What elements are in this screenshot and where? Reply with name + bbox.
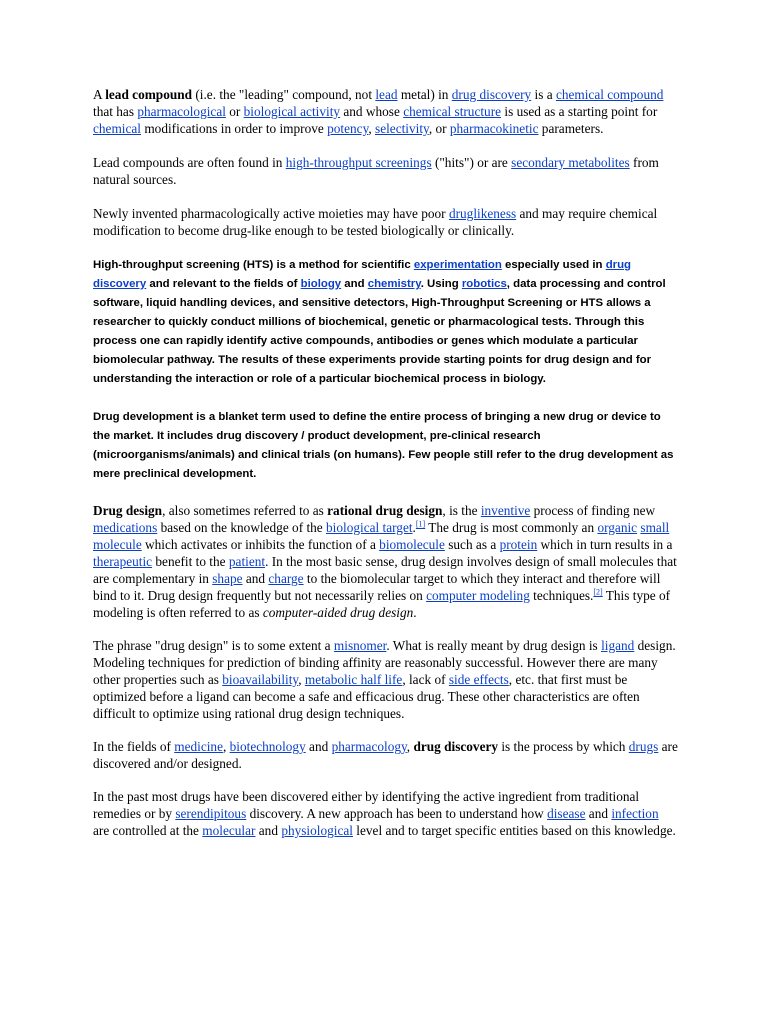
text: are controlled at the xyxy=(93,823,203,838)
text: Newly invented pharmacologically active moieties may have poor xyxy=(93,206,449,221)
link-potency[interactable]: potency xyxy=(327,121,369,136)
text: The drug is most commonly an xyxy=(425,520,598,535)
text: , also sometimes referred to as xyxy=(162,503,328,518)
text: , lack of xyxy=(402,672,449,687)
link-medicine[interactable]: medicine xyxy=(174,739,223,754)
bold-term: Drug design xyxy=(93,503,163,518)
text: level and to target specific entities based on this knowledge. xyxy=(352,823,676,838)
text: , is the xyxy=(442,503,481,518)
link-lead[interactable]: lead xyxy=(375,87,398,102)
text: discovery. A new approach has been to understand how xyxy=(246,806,548,821)
text: High-throughput screening (HTS) is a method for scientific xyxy=(93,259,414,271)
link-therapeutic[interactable]: therapeutic xyxy=(93,554,153,569)
link-pharmacological[interactable]: pharmacological xyxy=(137,104,226,119)
link-selectivity[interactable]: selectivity xyxy=(375,121,429,136)
link-drug-discovery[interactable]: drug discovery xyxy=(93,259,631,290)
text: is used as a starting point for xyxy=(501,104,658,119)
text: are discovered and/or designed. xyxy=(93,739,678,771)
text: , xyxy=(298,672,305,687)
text: and xyxy=(242,571,269,586)
text: parameters. xyxy=(538,121,604,136)
text: and whose xyxy=(340,104,404,119)
link-high-throughput-screenings[interactable]: high-throughput screenings xyxy=(285,155,432,170)
text: is the process by which xyxy=(498,739,629,754)
bold-term: lead compound xyxy=(105,87,193,102)
link-patient[interactable]: patient xyxy=(228,554,266,569)
text: and xyxy=(585,806,612,821)
link-biology[interactable]: biology xyxy=(300,278,342,290)
text: The phrase "drug design" is to some extent a xyxy=(93,638,334,653)
text: A xyxy=(93,87,106,102)
link-inventive[interactable]: inventive xyxy=(480,503,531,518)
text: This type of modeling is often referred to as xyxy=(93,588,671,620)
citation-link-1[interactable]: [1] xyxy=(415,519,426,529)
text: Lead compounds are often found in xyxy=(93,155,286,170)
text: , data processing and control software, liquid handling devices, and sensitive detectors, High-Throughput Screening or HTS allows a researcher to quickly conduct millions of biochemical, genetic or pharmacological tests. Through this process one can rapidly identify active compounds, antibodies or genes which modulate a particular biomolecular pathway. The results of these experiments provide starting points for drug design and for understanding the interaction or role of a particular biochemical process in biology. xyxy=(93,278,666,385)
link-robotics[interactable]: robotics xyxy=(461,278,507,290)
text: In the past most drugs have been discovered either by identifying the active ingredient from traditional remedies or by xyxy=(93,789,640,821)
text: design. Modeling techniques for prediction of binding affinity are reasonably successful. However there are many other properties such as xyxy=(93,638,676,687)
text: In the fields of xyxy=(93,739,175,754)
text: which in turn results in a xyxy=(537,537,673,552)
link-infection[interactable]: infection xyxy=(611,806,659,821)
text: metal) in xyxy=(397,87,452,102)
paragraph-drug-design xyxy=(93,502,678,621)
text: which activates or inhibits the function of a xyxy=(141,537,380,552)
paragraph-lead-sources xyxy=(93,154,678,188)
link-experimentation[interactable]: experimentation xyxy=(413,259,502,271)
link-charge[interactable]: charge xyxy=(268,571,304,586)
link-shape[interactable]: shape xyxy=(212,571,243,586)
bold-term: rational drug design xyxy=(327,503,443,518)
text: , xyxy=(406,739,414,754)
link-disease[interactable]: disease xyxy=(547,806,586,821)
text: . In the most basic sense, drug design involves design of small molecules that are complementary in xyxy=(93,554,677,586)
text: modifications in order to improve xyxy=(141,121,328,136)
text: benefit to the xyxy=(152,554,229,569)
link-biomolecule[interactable]: biomolecule xyxy=(379,537,445,552)
link-biological-activity[interactable]: biological activity xyxy=(243,104,341,119)
italic-term: computer-aided drug design xyxy=(262,605,414,620)
text: , xyxy=(222,739,230,754)
text: or xyxy=(225,104,244,119)
text: (i.e. the "leading" compound, not xyxy=(192,87,376,102)
paragraph-druglikeness xyxy=(93,205,678,239)
link-chemical-compound[interactable]: chemical compound xyxy=(555,87,664,102)
link-organic[interactable]: organic xyxy=(597,520,638,535)
link-small-molecule[interactable]: small molecule xyxy=(93,520,670,552)
text: and xyxy=(255,823,282,838)
link-secondary-metabolites[interactable]: secondary metabolites xyxy=(511,155,630,170)
text: . xyxy=(413,605,417,620)
text: and xyxy=(341,278,368,290)
text: based on the knowledge of the xyxy=(157,520,327,535)
text: Drug development is a blanket term used to define the entire process of bringing a new drug or device to the market. It includes drug discovery / product development, pre-clinical research (microorganisms/animals) and clinical trials (on humans). Few people still refer to the drug development as mere preclinical development. xyxy=(93,411,674,480)
link-ligand[interactable]: ligand xyxy=(601,638,635,653)
text: and may require chemical modification to become drug-like enough to be tested biologically or clinically. xyxy=(93,206,658,238)
text: ("hits") or are xyxy=(431,155,512,170)
link-pharmacology[interactable]: pharmacology xyxy=(331,739,407,754)
link-protein[interactable]: protein xyxy=(499,537,538,552)
link-metabolic-half-life[interactable]: metabolic half life xyxy=(304,672,403,687)
text: is a xyxy=(531,87,556,102)
link-druglikeness[interactable]: druglikeness xyxy=(448,206,517,221)
link-chemistry[interactable]: chemistry xyxy=(367,278,421,290)
text: , etc. that first must be optimized before a ligand can become a safe and efficacious drug. These other characteristics are often difficult to optimize using rational drug design techniques. xyxy=(93,672,640,721)
link-biotechnology[interactable]: biotechnology xyxy=(229,739,306,754)
link-side-effects[interactable]: side effects xyxy=(448,672,509,687)
link-misnomer[interactable]: misnomer xyxy=(333,638,387,653)
bold-term: drug discovery xyxy=(413,739,499,754)
link-medications[interactable]: medications xyxy=(93,520,158,535)
text: from natural sources. xyxy=(93,155,659,187)
link-physiological[interactable]: physiological xyxy=(281,823,353,838)
link-chemical-structure[interactable]: chemical structure xyxy=(403,104,502,119)
paragraph-lead-compound xyxy=(93,86,678,137)
text: that has xyxy=(93,104,138,119)
link-drug-discovery[interactable]: drug discovery xyxy=(451,87,532,102)
text: to the biomolecular target to which they interact and therefore will bind to it. Drug design frequently but not necessarily relies on xyxy=(93,571,661,603)
text: and xyxy=(305,739,332,754)
paragraph-drug-development xyxy=(93,408,678,484)
citation-link-2[interactable]: [2] xyxy=(593,587,603,597)
text: especially used in xyxy=(501,259,606,271)
text: . xyxy=(412,520,416,535)
link-chemical[interactable]: chemical xyxy=(93,121,141,136)
text: . What is really meant by drug design is xyxy=(386,638,602,653)
paragraph-drug-discovery xyxy=(93,738,678,772)
paragraph-misnomer xyxy=(93,637,678,722)
link-bioavailability[interactable]: bioavailability xyxy=(222,672,299,687)
link-pharmacokinetic[interactable]: pharmacokinetic xyxy=(449,121,539,136)
link-molecular[interactable]: molecular xyxy=(202,823,256,838)
link-biological-target[interactable]: biological target xyxy=(326,520,413,535)
text: such as a xyxy=(444,537,500,552)
text: , xyxy=(368,121,376,136)
paragraph-hts xyxy=(93,256,678,389)
text: , or xyxy=(428,121,450,136)
link-serendipitous[interactable]: serendipitous xyxy=(175,806,247,821)
document-page xyxy=(93,86,678,855)
paragraph-past-discovery xyxy=(93,788,678,839)
link-computer-modeling[interactable]: computer modeling xyxy=(426,588,530,603)
link-drugs[interactable]: drugs xyxy=(628,739,659,754)
text: . Using xyxy=(420,278,462,290)
text: and relevant to the fields of xyxy=(146,278,301,290)
text: techniques. xyxy=(529,588,594,603)
text: process of finding new xyxy=(530,503,656,518)
